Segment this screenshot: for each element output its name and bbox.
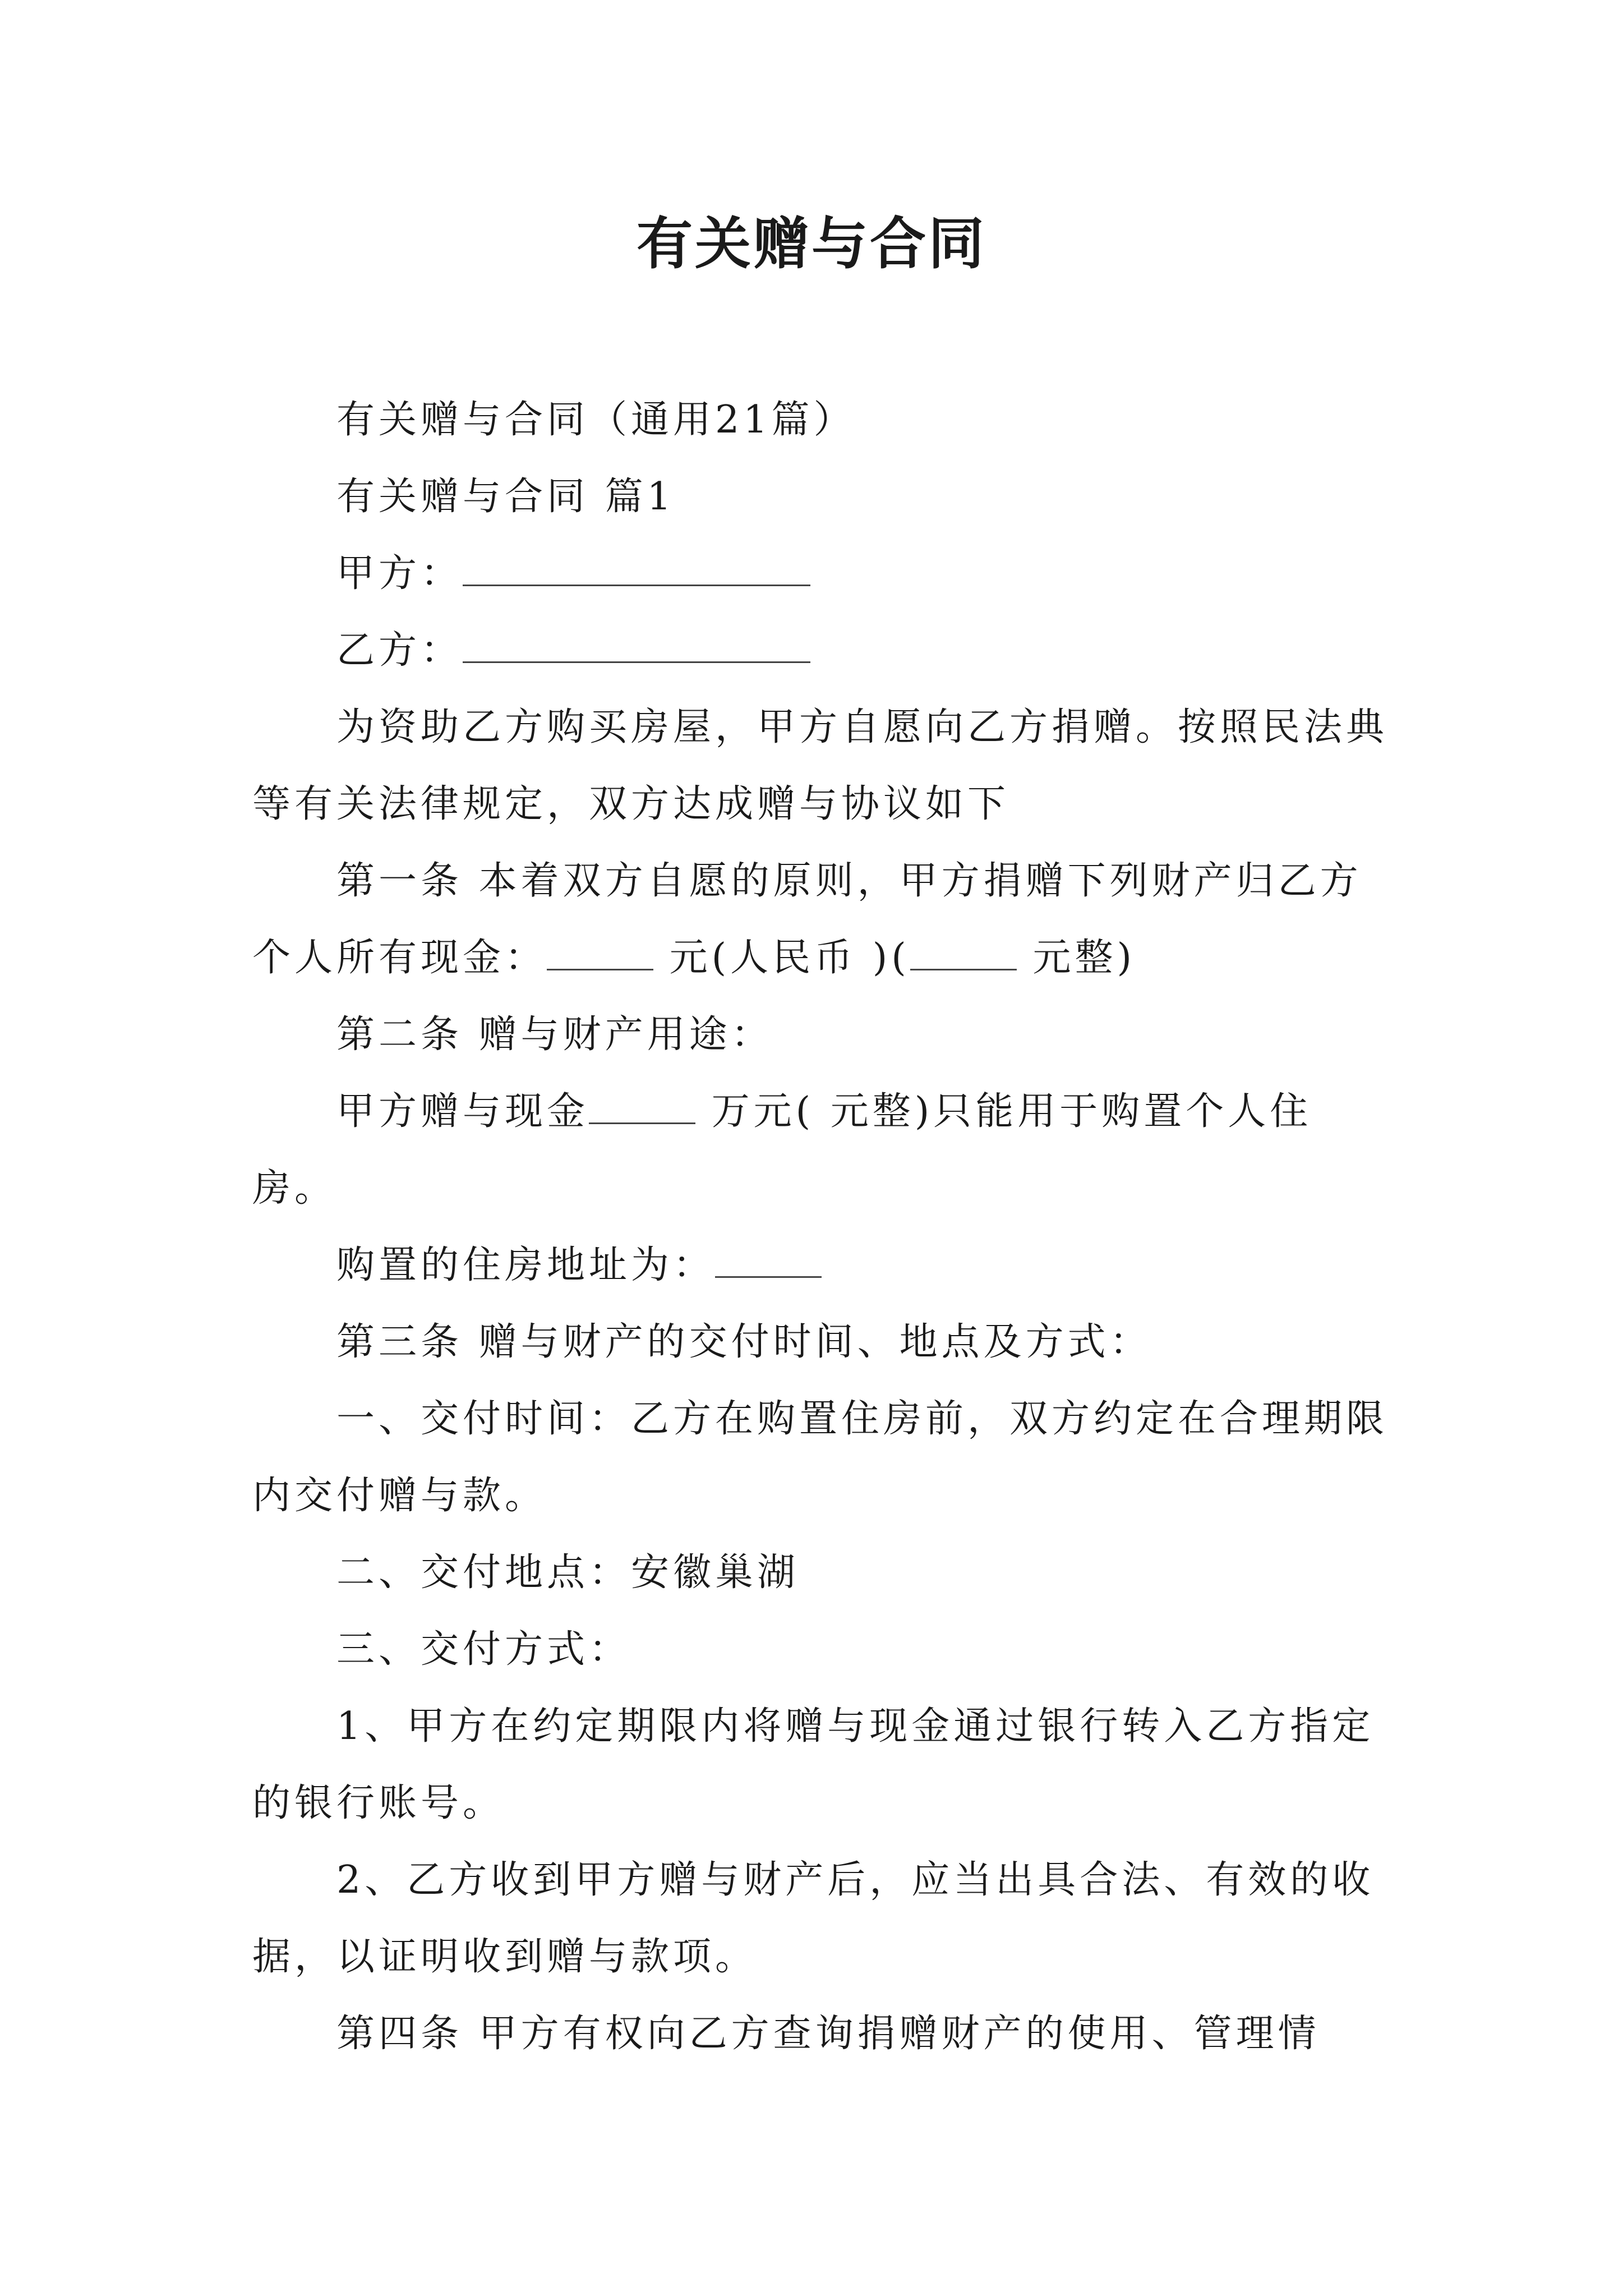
- party-b-blank: [463, 628, 810, 663]
- article-2-text: [252, 1073, 1391, 1227]
- party-a-label: 甲方：: [336, 551, 463, 596]
- article-1: [252, 843, 1391, 996]
- item-2: 二、交付地点：安徽巢湖: [336, 1550, 800, 1595]
- article-3-title: 第三条 赠与财产的交付时间、地点及方式：: [336, 1320, 1152, 1364]
- article-4: 第四条 甲方有权向乙方查询捐赠财产的使用、管理情: [336, 2012, 1320, 2056]
- amount-words-blank: [910, 935, 1017, 970]
- article-2-text-b: 万元( 元整)只能用于购置个人住房。: [252, 1089, 1312, 1211]
- party-a-line: [252, 535, 1391, 612]
- party-a-blank: [463, 551, 810, 586]
- article-1-text-b: 元(人民币 )(: [653, 936, 910, 980]
- subtitle: 有关赠与合同（通用21篇）: [336, 398, 856, 442]
- item-3: 三、交付方式：: [336, 1627, 631, 1672]
- address-blank: [715, 1243, 822, 1278]
- cash-amount-blank: [589, 1089, 695, 1124]
- party-b-line: [252, 612, 1391, 689]
- intro-paragraph: 为资助乙方购买房屋，甲方自愿向乙方捐赠。按照民法典等有关法律规定，双方达成赠与协议如下: [252, 705, 1389, 826]
- address-line: [252, 1227, 1391, 1304]
- amount-blank: [547, 935, 653, 970]
- item-1: 一、交付时间：乙方在购置住房前，双方约定在合理期限内交付赠与款。: [252, 1397, 1389, 1518]
- document-body: [252, 381, 1391, 2072]
- address-label: 购置的住房地址为：: [336, 1243, 716, 1287]
- sub-item-1: 1、甲方在约定期限内将赠与现金通过银行转入乙方指定的银行账号。: [252, 1704, 1375, 1825]
- sub-item-2: 2、乙方收到甲方赠与财产后，应当出具合法、有效的收据，以证明收到赠与款项。: [252, 1858, 1375, 1979]
- section-heading: 有关赠与合同 篇1: [336, 475, 675, 519]
- article-2-title: 第二条 赠与财产用途：: [336, 1013, 773, 1057]
- article-1-text-a: 第一条 本着双方自愿的原则，甲方捐赠下列财产归乙方个人所有现金：: [252, 859, 1362, 980]
- document-title: 有关赠与合同: [637, 211, 986, 277]
- article-2-text-a: 甲方赠与现金: [336, 1089, 589, 1134]
- party-b-label: 乙方：: [336, 628, 463, 673]
- article-1-text-c: 元整): [1016, 936, 1136, 980]
